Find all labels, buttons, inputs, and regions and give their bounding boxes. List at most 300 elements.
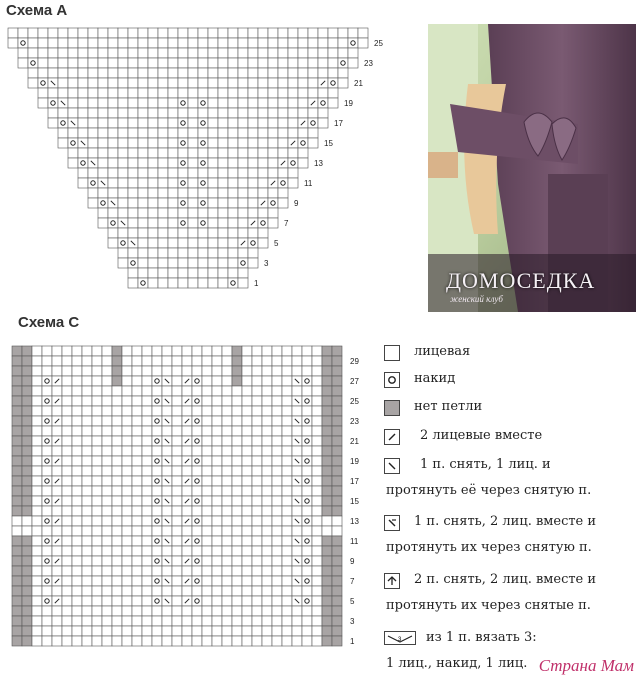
chart-cell [272, 606, 282, 616]
chart-cell [188, 238, 198, 248]
chart-cell [292, 626, 302, 636]
chart-cell [138, 148, 148, 158]
chart-cell [112, 396, 122, 406]
chart-cell [332, 456, 342, 466]
chart-cell [158, 158, 168, 168]
chart-cell [138, 138, 148, 148]
chart-cell [218, 278, 228, 288]
chart-cell [208, 28, 218, 38]
chart-cell [228, 58, 238, 68]
chart-cell [252, 636, 262, 646]
chart-cell [308, 48, 318, 58]
chart-cell [158, 138, 168, 148]
chart-cell [252, 406, 262, 416]
chart-cell [192, 356, 202, 366]
chart-cell [28, 68, 38, 78]
chart-cell [112, 476, 122, 486]
chart-cell [192, 636, 202, 646]
chart-cell [228, 218, 238, 228]
chart-cell [258, 188, 268, 198]
chart-cell [112, 556, 122, 566]
chart-cell [192, 586, 202, 596]
chart-cell [222, 596, 232, 606]
chart-cell [268, 58, 278, 68]
chart-cell [218, 68, 228, 78]
chart-cell [168, 68, 178, 78]
chart-cell [232, 526, 242, 536]
chart-cell [322, 626, 332, 636]
chart-cell [152, 416, 162, 426]
chart-cell [78, 98, 88, 108]
chart-cell [62, 376, 72, 386]
chart-cell [52, 626, 62, 636]
chart-cell [162, 616, 172, 626]
chart-cell [348, 28, 358, 38]
chart-cell [302, 606, 312, 616]
chart-cell [218, 28, 228, 38]
chart-cell [278, 48, 288, 58]
chart-cell [212, 516, 222, 526]
chart-cell [148, 258, 158, 268]
chart-cell [222, 636, 232, 646]
chart-cell [102, 556, 112, 566]
chart-cell [22, 456, 32, 466]
chart-cell [32, 356, 42, 366]
chart-cell [172, 436, 182, 446]
chart-cell [312, 576, 322, 586]
chart-cell [218, 208, 228, 218]
chart-cell [318, 118, 328, 128]
chart-cell [288, 108, 298, 118]
chart-cell [188, 138, 198, 148]
chart-cell [132, 396, 142, 406]
chart-cell [128, 28, 138, 38]
chart-cell [308, 38, 318, 48]
chart-cell [222, 526, 232, 536]
chart-cell [242, 536, 252, 546]
chart-cell [162, 566, 172, 576]
chart-cell [78, 88, 88, 98]
chart-cell [48, 48, 58, 58]
chart-cell [242, 446, 252, 456]
chart-cell [98, 28, 108, 38]
chart-cell [152, 476, 162, 486]
chart-cell [148, 118, 158, 128]
chart-cell [232, 546, 242, 556]
chart-cell [68, 148, 78, 158]
chart-cell [178, 58, 188, 68]
chart-cell [202, 526, 212, 536]
chart-cell [282, 376, 292, 386]
chart-cell [138, 268, 148, 278]
chart-cell [198, 178, 208, 188]
chart-cell [158, 108, 168, 118]
chart-cell [92, 386, 102, 396]
chart-cell [248, 158, 258, 168]
chart-cell [238, 158, 248, 168]
chart-cell [82, 406, 92, 416]
chart-cell [312, 456, 322, 466]
chart-cell [52, 606, 62, 616]
chart-cell [72, 556, 82, 566]
chart-cell [52, 366, 62, 376]
chart-cell [258, 48, 268, 58]
chart-cell [302, 446, 312, 456]
chart-cell [242, 356, 252, 366]
chart-cell [128, 88, 138, 98]
chart-cell [22, 606, 32, 616]
chart-cell [218, 188, 228, 198]
chart-cell [252, 496, 262, 506]
chart-cell [242, 566, 252, 576]
chart-cell [228, 278, 238, 288]
row-label: 5 [274, 239, 279, 248]
chart-cell [32, 636, 42, 646]
chart-cell [188, 248, 198, 258]
chart-cell [162, 466, 172, 476]
chart-cell [148, 98, 158, 108]
chart-cell [92, 456, 102, 466]
chart-cell [252, 416, 262, 426]
chart-cell [132, 366, 142, 376]
chart-cell [202, 416, 212, 426]
k2tog-icon [384, 429, 400, 445]
chart-cell [282, 456, 292, 466]
chart-cell [22, 466, 32, 476]
chart-cell [192, 346, 202, 356]
chart-cell [312, 606, 322, 616]
chart-cell [122, 636, 132, 646]
chart-cell [198, 118, 208, 128]
chart-cell [322, 606, 332, 616]
chart-cell [12, 596, 22, 606]
chart-cell [308, 128, 318, 138]
chart-cell [238, 78, 248, 88]
chart-cell [332, 606, 342, 616]
chart-cell [78, 38, 88, 48]
chart-cell [82, 586, 92, 596]
chart-cell [242, 386, 252, 396]
chart-cell [142, 546, 152, 556]
chart-cell [178, 238, 188, 248]
chart-cell [52, 406, 62, 416]
chart-cell [332, 556, 342, 566]
chart-cell [112, 456, 122, 466]
chart-cell [282, 446, 292, 456]
chart-cell [158, 228, 168, 238]
chart-cell [258, 58, 268, 68]
chart-cell [288, 38, 298, 48]
chart-cell [192, 406, 202, 416]
chart-cell [68, 158, 78, 168]
chart-cell [168, 278, 178, 288]
chart-cell [272, 356, 282, 366]
chart-cell [22, 526, 32, 536]
chart-cell [248, 118, 258, 128]
chart-cell [62, 626, 72, 636]
chart-cell [252, 536, 262, 546]
chart-cell [132, 616, 142, 626]
chart-cell [122, 396, 132, 406]
chart-cell [62, 346, 72, 356]
chart-cell [152, 346, 162, 356]
legend-s2k2po-label-2: протянуть их через снятые п. [386, 598, 591, 613]
chart-cell [122, 536, 132, 546]
row-label: 3 [264, 259, 269, 268]
chart-cell [208, 248, 218, 258]
chart-cell [22, 596, 32, 606]
chart-cell [262, 376, 272, 386]
chart-cell [202, 626, 212, 636]
chart-cell [72, 566, 82, 576]
chart-cell [42, 596, 52, 606]
chart-cell [268, 98, 278, 108]
chart-cell [98, 78, 108, 88]
chart-cell [148, 178, 158, 188]
chart-cell [192, 446, 202, 456]
chart-cell [102, 466, 112, 476]
chart-cell [272, 546, 282, 556]
chart-cell [82, 486, 92, 496]
chart-cell [12, 446, 22, 456]
chart-cell [198, 128, 208, 138]
chart-cell [272, 446, 282, 456]
chart-cell [248, 128, 258, 138]
chart-cell [252, 586, 262, 596]
chart-cell [112, 466, 122, 476]
chart-cell [238, 68, 248, 78]
chart-cell [8, 28, 18, 38]
chart-cell [82, 576, 92, 586]
legend-sk2po-label-2: протянуть их через снятую п. [386, 540, 592, 555]
chart-cell [198, 78, 208, 88]
chart-cell [92, 566, 102, 576]
chart-cell [12, 586, 22, 596]
chart-cell [248, 88, 258, 98]
chart-cell [312, 626, 322, 636]
chart-cell [228, 38, 238, 48]
chart-cell [32, 566, 42, 576]
chart-cell [48, 108, 58, 118]
chart-cell [192, 456, 202, 466]
photo-subcaption: женский клуб [450, 294, 503, 304]
chart-cell [222, 426, 232, 436]
chart-cell [78, 168, 88, 178]
chart-cell [312, 636, 322, 646]
chart-cell [338, 78, 348, 88]
chart-cell [322, 436, 332, 446]
knit-icon [384, 345, 400, 361]
chart-cell [248, 68, 258, 78]
chart-cell [288, 148, 298, 158]
photo-caption: ДОМОСЕДКА [446, 268, 596, 293]
chart-cell [72, 386, 82, 396]
chart-cell [228, 48, 238, 58]
chart-cell [312, 566, 322, 576]
chart-cell [262, 496, 272, 506]
chart-cell [298, 98, 308, 108]
chart-cell [162, 636, 172, 646]
chart-cell [108, 78, 118, 88]
chart-cell [82, 416, 92, 426]
sleeve-photo [428, 24, 636, 312]
chart-cell [22, 626, 32, 636]
chart-cell [222, 586, 232, 596]
chart-cell [228, 228, 238, 238]
row-label: 25 [374, 39, 383, 48]
chart-cell [188, 278, 198, 288]
chart-cell [308, 118, 318, 128]
chart-cell [202, 356, 212, 366]
chart-cell [208, 138, 218, 148]
chart-cell [58, 28, 68, 38]
chart-cell [282, 436, 292, 446]
row-label: 19 [350, 457, 359, 466]
chart-cell [252, 426, 262, 436]
chart-cell [138, 48, 148, 58]
chart-cell [98, 58, 108, 68]
chart-cell [132, 576, 142, 586]
chart-cell [192, 616, 202, 626]
row-label: 17 [350, 477, 359, 486]
chart-cell [22, 376, 32, 386]
chart-cell [302, 466, 312, 476]
chart-cell [272, 426, 282, 436]
chart-cell [242, 416, 252, 426]
chart-cell [188, 268, 198, 278]
chart-cell [62, 416, 72, 426]
chart-cell [262, 616, 272, 626]
legend-sk2po-label-1: 1 п. снять, 2 лиц. вместе и [414, 514, 597, 529]
chart-cell [52, 586, 62, 596]
row-label: 13 [350, 517, 359, 526]
chart-cell [162, 366, 172, 376]
chart-cell [242, 466, 252, 476]
chart-cell [22, 486, 32, 496]
chart-cell [248, 148, 258, 158]
chart-cell [192, 476, 202, 486]
chart-cell [132, 466, 142, 476]
chart-cell [132, 346, 142, 356]
chart-cell [242, 576, 252, 586]
chart-cell [278, 188, 288, 198]
chart-cell [118, 48, 128, 58]
chart-cell [288, 98, 298, 108]
chart-cell [32, 556, 42, 566]
chart-cell [42, 546, 52, 556]
chart-cell [272, 476, 282, 486]
chart-cell [192, 426, 202, 436]
chart-cell [192, 416, 202, 426]
chart-cell [138, 118, 148, 128]
row-label: 23 [364, 59, 373, 68]
chart-cell [138, 188, 148, 198]
chart-cell [218, 228, 228, 238]
chart-cell [162, 486, 172, 496]
chart-cell [132, 606, 142, 616]
chart-cell [92, 496, 102, 506]
chart-cell [52, 636, 62, 646]
chart-cell [282, 506, 292, 516]
chart-cell [268, 138, 278, 148]
scheme-a-chart [8, 28, 383, 288]
chart-cell [198, 148, 208, 158]
chart-cell [32, 616, 42, 626]
scheme-c-title: Схема С [18, 314, 80, 331]
chart-cell [202, 346, 212, 356]
chart-cell [258, 118, 268, 128]
legend-skpo-label-1: 1 п. снять, 1 лиц. и [420, 457, 551, 472]
chart-cell [208, 88, 218, 98]
chart-cell [322, 556, 332, 566]
chart-cell [242, 596, 252, 606]
chart-cell [112, 516, 122, 526]
chart-cell [212, 376, 222, 386]
chart-cell [232, 476, 242, 486]
chart-cell [92, 446, 102, 456]
chart-cell [82, 636, 92, 646]
chart-cell [88, 178, 98, 188]
chart-cell [8, 38, 18, 48]
chart-cell [302, 406, 312, 416]
chart-cell [292, 426, 302, 436]
chart-cell [88, 148, 98, 158]
chart-cell [158, 238, 168, 248]
chart-cell [132, 556, 142, 566]
chart-cell [212, 506, 222, 516]
chart-cell [198, 168, 208, 178]
chart-cell [38, 88, 48, 98]
chart-cell [332, 616, 342, 626]
chart-cell [238, 218, 248, 228]
chart-cell [172, 476, 182, 486]
chart-cell [12, 456, 22, 466]
chart-cell [232, 426, 242, 436]
chart-cell [112, 436, 122, 446]
chart-cell [262, 576, 272, 586]
chart-cell [102, 346, 112, 356]
chart-cell [152, 576, 162, 586]
chart-cell [138, 68, 148, 78]
chart-cell [178, 38, 188, 48]
chart-cell [232, 536, 242, 546]
chart-cell [198, 88, 208, 98]
chart-cell [332, 396, 342, 406]
chart-cell [202, 456, 212, 466]
chart-cell [122, 606, 132, 616]
chart-cell [322, 486, 332, 496]
chart-cell [102, 426, 112, 436]
chart-cell [228, 68, 238, 78]
chart-cell [82, 436, 92, 446]
chart-cell [12, 376, 22, 386]
chart-cell [198, 38, 208, 48]
chart-cell [332, 376, 342, 386]
chart-cell [92, 406, 102, 416]
chart-cell [62, 406, 72, 416]
chart-cell [242, 606, 252, 616]
chart-cell [302, 416, 312, 426]
chart-cell [168, 58, 178, 68]
chart-cell [212, 386, 222, 396]
chart-cell [152, 466, 162, 476]
chart-cell [142, 346, 152, 356]
chart-cell [188, 98, 198, 108]
chart-cell [178, 208, 188, 218]
chart-cell [252, 626, 262, 636]
chart-cell [282, 406, 292, 416]
chart-cell [132, 596, 142, 606]
